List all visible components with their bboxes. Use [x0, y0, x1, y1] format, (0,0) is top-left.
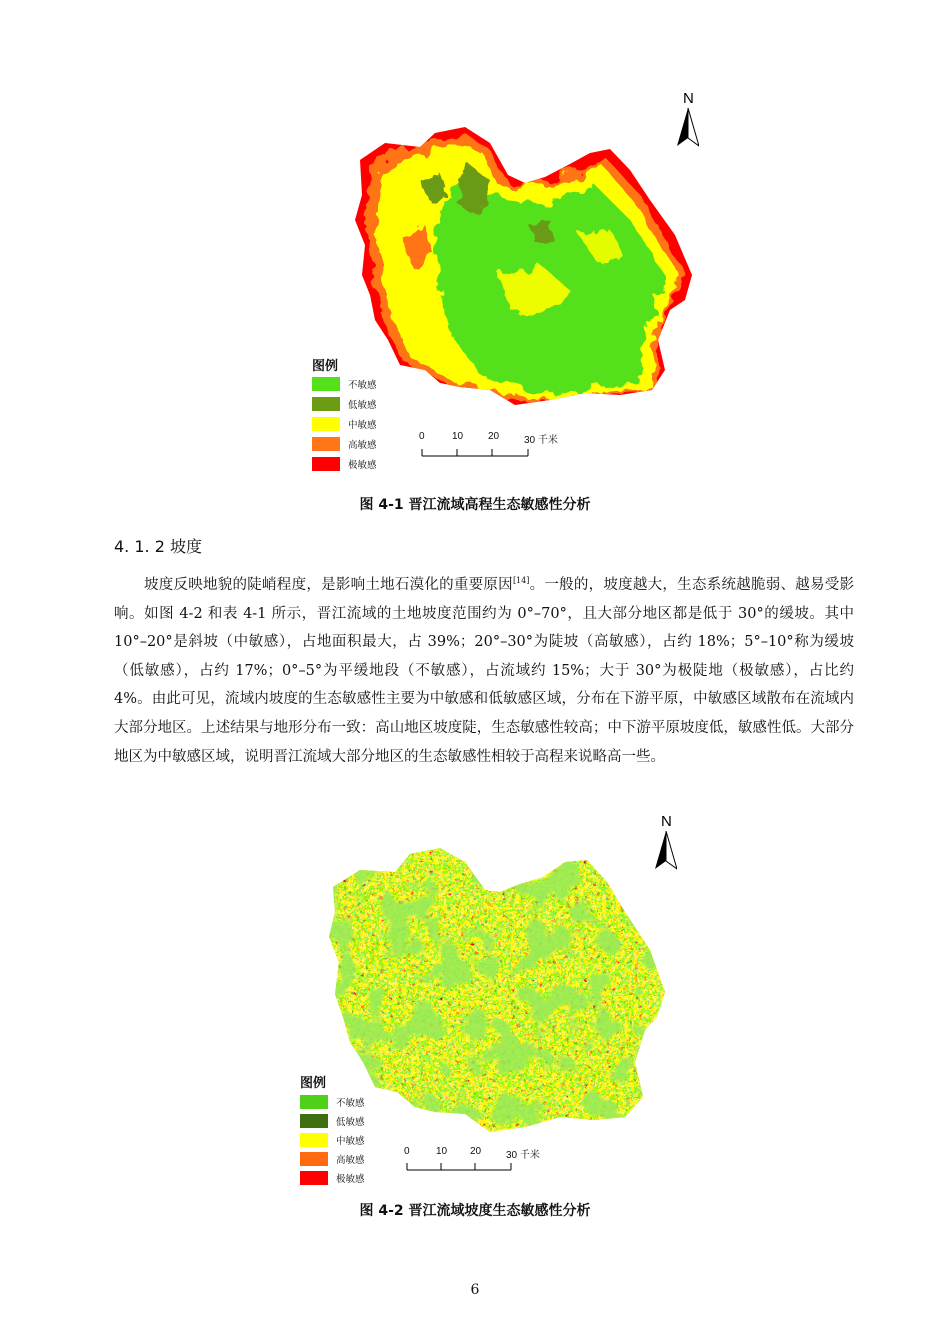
- legend-swatch: [300, 1152, 328, 1166]
- legend-title: 图例: [312, 359, 339, 374]
- legend-label: 不敏感: [336, 1098, 365, 1109]
- scale-line: [405, 1160, 517, 1172]
- legend-label: 高敏感: [336, 1155, 365, 1166]
- legend-item: [312, 437, 377, 451]
- legend-swatch: [300, 1114, 328, 1128]
- paragraph-text-start: 坡度反映地貌的陡峭程度，是影响土地石漠化的重要原因: [144, 577, 513, 593]
- slope-sensitivity-map: [325, 842, 670, 1142]
- scale-label: 20: [470, 1146, 482, 1157]
- legend-label: 高敏感: [348, 440, 377, 451]
- body-paragraph: [114, 567, 854, 771]
- legend-label: 不敏感: [348, 380, 377, 391]
- legend-swatch: [300, 1095, 328, 1109]
- page-number: 6: [470, 1282, 480, 1298]
- scale-label: 0: [419, 431, 425, 442]
- north-label: N: [661, 813, 672, 830]
- scale-label: 10: [436, 1146, 448, 1157]
- scale-label: 10: [452, 431, 464, 442]
- legend-swatch: [312, 457, 340, 471]
- citation-ref: [14]: [512, 576, 530, 585]
- scale-label: 30 千米: [506, 1150, 540, 1161]
- legend-item: [312, 397, 377, 411]
- scale-label: 30 千米: [524, 435, 558, 446]
- legend-item: [300, 1171, 365, 1185]
- legend-swatch: [300, 1133, 328, 1147]
- figure-caption: 图 4-1 晋江流域高程生态敏感性分析: [359, 497, 591, 513]
- legend-item: [312, 457, 377, 471]
- legend-title: 图例: [300, 1076, 327, 1091]
- legend-swatch: [312, 437, 340, 451]
- scale-line: [420, 446, 532, 458]
- legend-item: [300, 1152, 365, 1166]
- legend-swatch: [300, 1171, 328, 1185]
- legend-label: 低敏感: [348, 400, 377, 411]
- legend-item: [300, 1133, 365, 1147]
- section-heading: 4. 1. 2 坡度: [114, 537, 202, 556]
- legend-label: 极敏感: [336, 1174, 365, 1185]
- north-label: N: [683, 90, 694, 107]
- legend-item: [300, 1095, 365, 1109]
- elevation-sensitivity-map: [340, 125, 700, 410]
- figure-caption: 图 4-2 晋江流域坡度生态敏感性分析: [359, 1203, 591, 1219]
- scale-label: 0: [404, 1146, 410, 1157]
- legend-label: 中敏感: [348, 420, 377, 431]
- paragraph-text-rest: 。一般的，坡度越大，生态系统越脆弱、越易受影响。如图 4-2 和表 4-1 所示，晋江流域的土地坡度范围约为 0°–70°，且大部分地区都是低于 30°的缓坡。其中 10°–20°是斜坡（中敏感），占地面积最大，占 39%；20°–30°为陡坡（高敏感），占约 18%；5°–10°称为缓坡（低敏感），占约 17%；0°–5°为平缓地段（不敏感），占流域约 15%；大于 30°为极陡地（极敏感），占比约 4%。由此可见，流域内坡度的生态敏感性主要为中敏感和低敏感区域，分布在下游平原，中敏感区域散布在流域内大部分地区。上述结果与地形分布一致：高山地区坡度陡，生态敏感性较高；中下游平原坡度低，敏感性低。大部分地区为中敏感区域，说明晋江流域大部分地区的生态敏感性相较于高程来说略高一些。: [114, 577, 855, 765]
- legend-swatch: [312, 377, 340, 391]
- legend-label: 低敏感: [336, 1117, 365, 1128]
- legend-item: [312, 377, 377, 391]
- legend-item: [300, 1114, 365, 1128]
- legend-swatch: [312, 397, 340, 411]
- scale-label: 20: [488, 431, 500, 442]
- legend-label: 中敏感: [336, 1136, 365, 1147]
- legend-swatch: [312, 417, 340, 431]
- legend-item: [312, 417, 377, 431]
- legend-label: 极敏感: [348, 460, 377, 471]
